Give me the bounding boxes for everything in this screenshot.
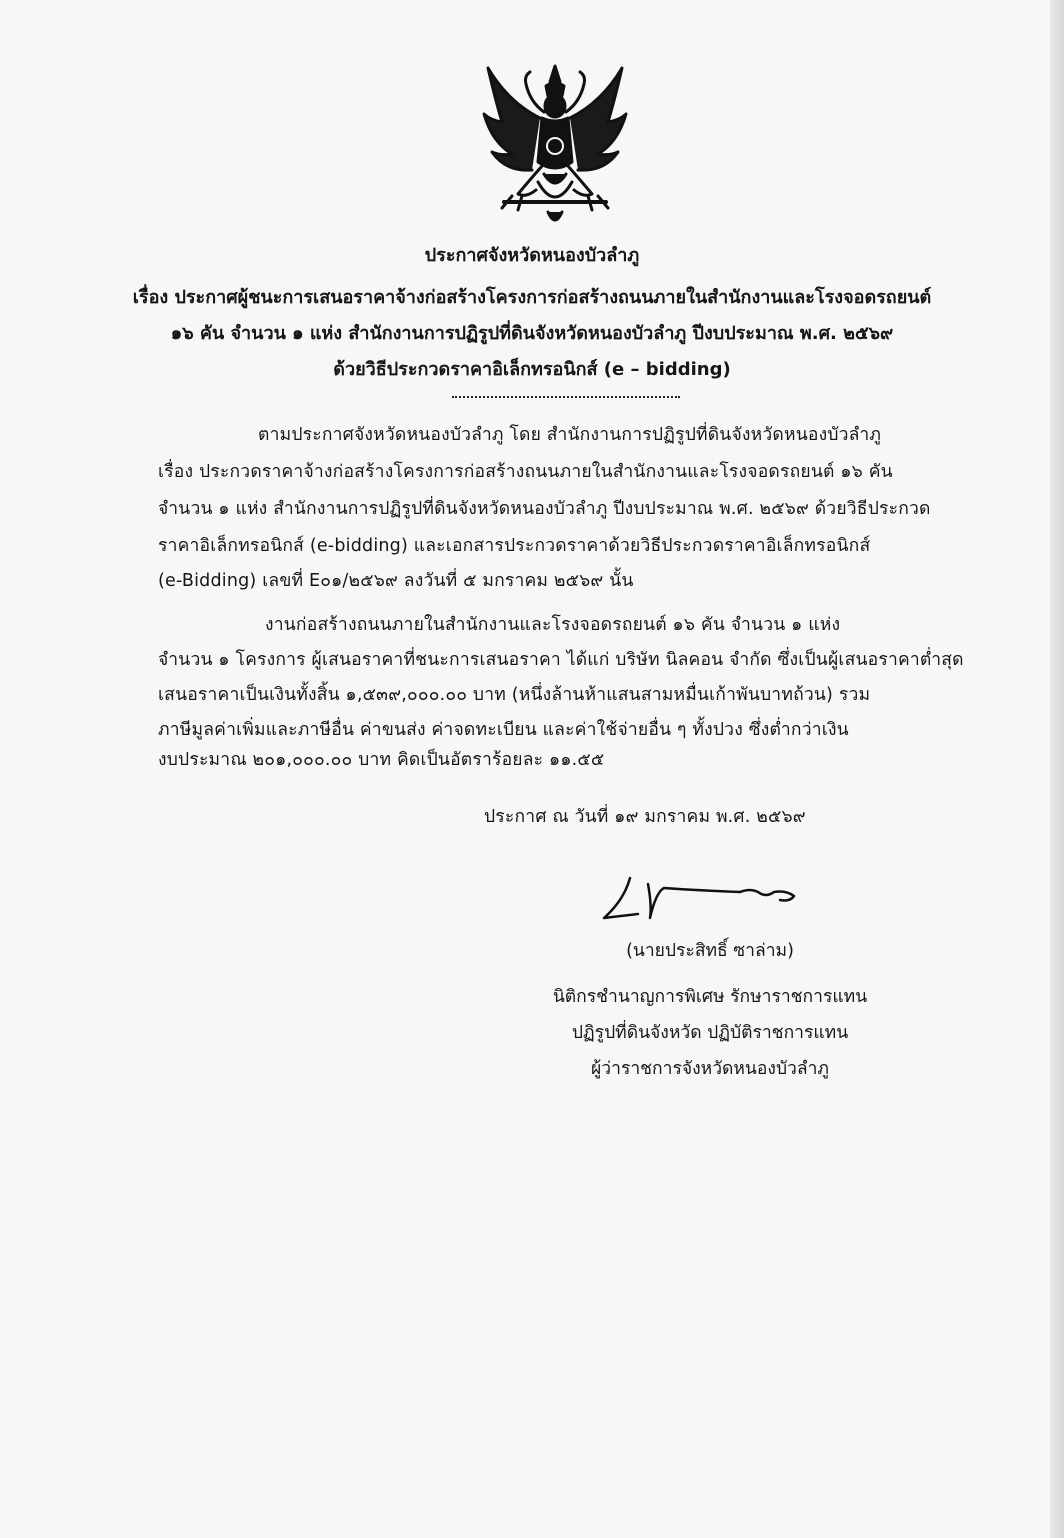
document-title: ประกาศจังหวัดหนองบัวลำภู	[424, 245, 640, 266]
subject-line-1: เรื่อง ประกาศผู้ชนะการเสนอราคาจ้างก่อสร้างโครงการก่อสร้างถนนภายในสำนักงานและโรงจอดรถยนต์	[132, 287, 932, 308]
garuda-emblem-icon	[478, 62, 632, 234]
handwritten-signature	[590, 870, 810, 930]
para2-line-1: งานก่อสร้างถนนภายในสำนักงานและโรงจอดรถยนต์ ๑๖ คัน จำนวน ๑ แห่ง	[265, 615, 841, 635]
para1-line-2: เรื่อง ประกวดราคาจ้างก่อสร้างโครงการก่อสร้างถนนภายในสำนักงานและโรงจอดรถยนต์ ๑๖ คัน	[158, 462, 893, 482]
signatory-position-2: ปฏิรูปที่ดินจังหวัด ปฏิบัติราชการแทน	[571, 1023, 849, 1043]
signatory-position-3: ผู้ว่าราชการจังหวัดหนองบัวลำภู	[591, 1059, 829, 1079]
announce-date: ประกาศ ณ วันที่ ๑๙ มกราคม พ.ศ. ๒๕๖๙	[484, 807, 806, 827]
subject-line-3: ด้วยวิธีประกวดราคาอิเล็กทรอนิกส์ (e – bidding)	[333, 359, 731, 380]
para2-line-5: งบประมาณ ๒๐๑,๐๐๐.๐๐ บาท คิดเป็นอัตราร้อยละ ๑๑.๕๕	[158, 750, 605, 770]
para2-line-4: ภาษีมูลค่าเพิ่มและภาษีอื่น ค่าขนส่ง ค่าจดทะเบียน และค่าใช้จ่ายอื่น ๆ ทั้งปวง ซึ่งต่ำกว่าเงิน	[158, 720, 849, 740]
signatory-name: (นายประสิทธิ์ ซาล่าม)	[626, 941, 794, 961]
subject-line-2: ๑๖ คัน จำนวน ๑ แห่ง สำนักงานการปฏิรูปที่ดินจังหวัดหนองบัวลำภู ปีงบประมาณ พ.ศ. ๒๕๖๙	[170, 323, 894, 344]
para1-line-3: จำนวน ๑ แห่ง สำนักงานการปฏิรูปที่ดินจังหวัดหนองบัวลำภู ปีงบประมาณ พ.ศ. ๒๕๖๙ ด้วยวิธีประกวด	[158, 499, 931, 519]
signatory-position-1: นิติกรชำนาญการพิเศษ รักษาราชการแทน	[552, 987, 868, 1007]
dotted-divider	[452, 396, 680, 398]
para2-line-3: เสนอราคาเป็นเงินทั้งสิ้น ๑,๕๓๙,๐๐๐.๐๐ บาท (หนึ่งล้านห้าแสนสามหมื่นเก้าพันบาทถ้วน) รวม	[158, 685, 871, 705]
page-edge-shadow	[1050, 0, 1064, 1538]
para1-line-1: ตามประกาศจังหวัดหนองบัวลำภู โดย สำนักงานการปฏิรูปที่ดินจังหวัดหนองบัวลำภู	[258, 425, 882, 445]
para1-line-5: (e-Bidding) เลขที่ E๐๑/๒๕๖๙ ลงวันที่ ๕ มกราคม ๒๕๖๙ นั้น	[158, 571, 634, 591]
para2-line-2: จำนวน ๑ โครงการ ผู้เสนอราคาที่ชนะการเสนอราคา ได้แก่ บริษัท นิลคอน จำกัด ซึ่งเป็นผู้เสนอราคาต่ำสุด	[158, 650, 964, 670]
para1-line-4: ราคาอิเล็กทรอนิกส์ (e-bidding) และเอกสารประกวดราคาด้วยวิธีประกวดราคาอิเล็กทรอนิกส์	[158, 536, 871, 556]
